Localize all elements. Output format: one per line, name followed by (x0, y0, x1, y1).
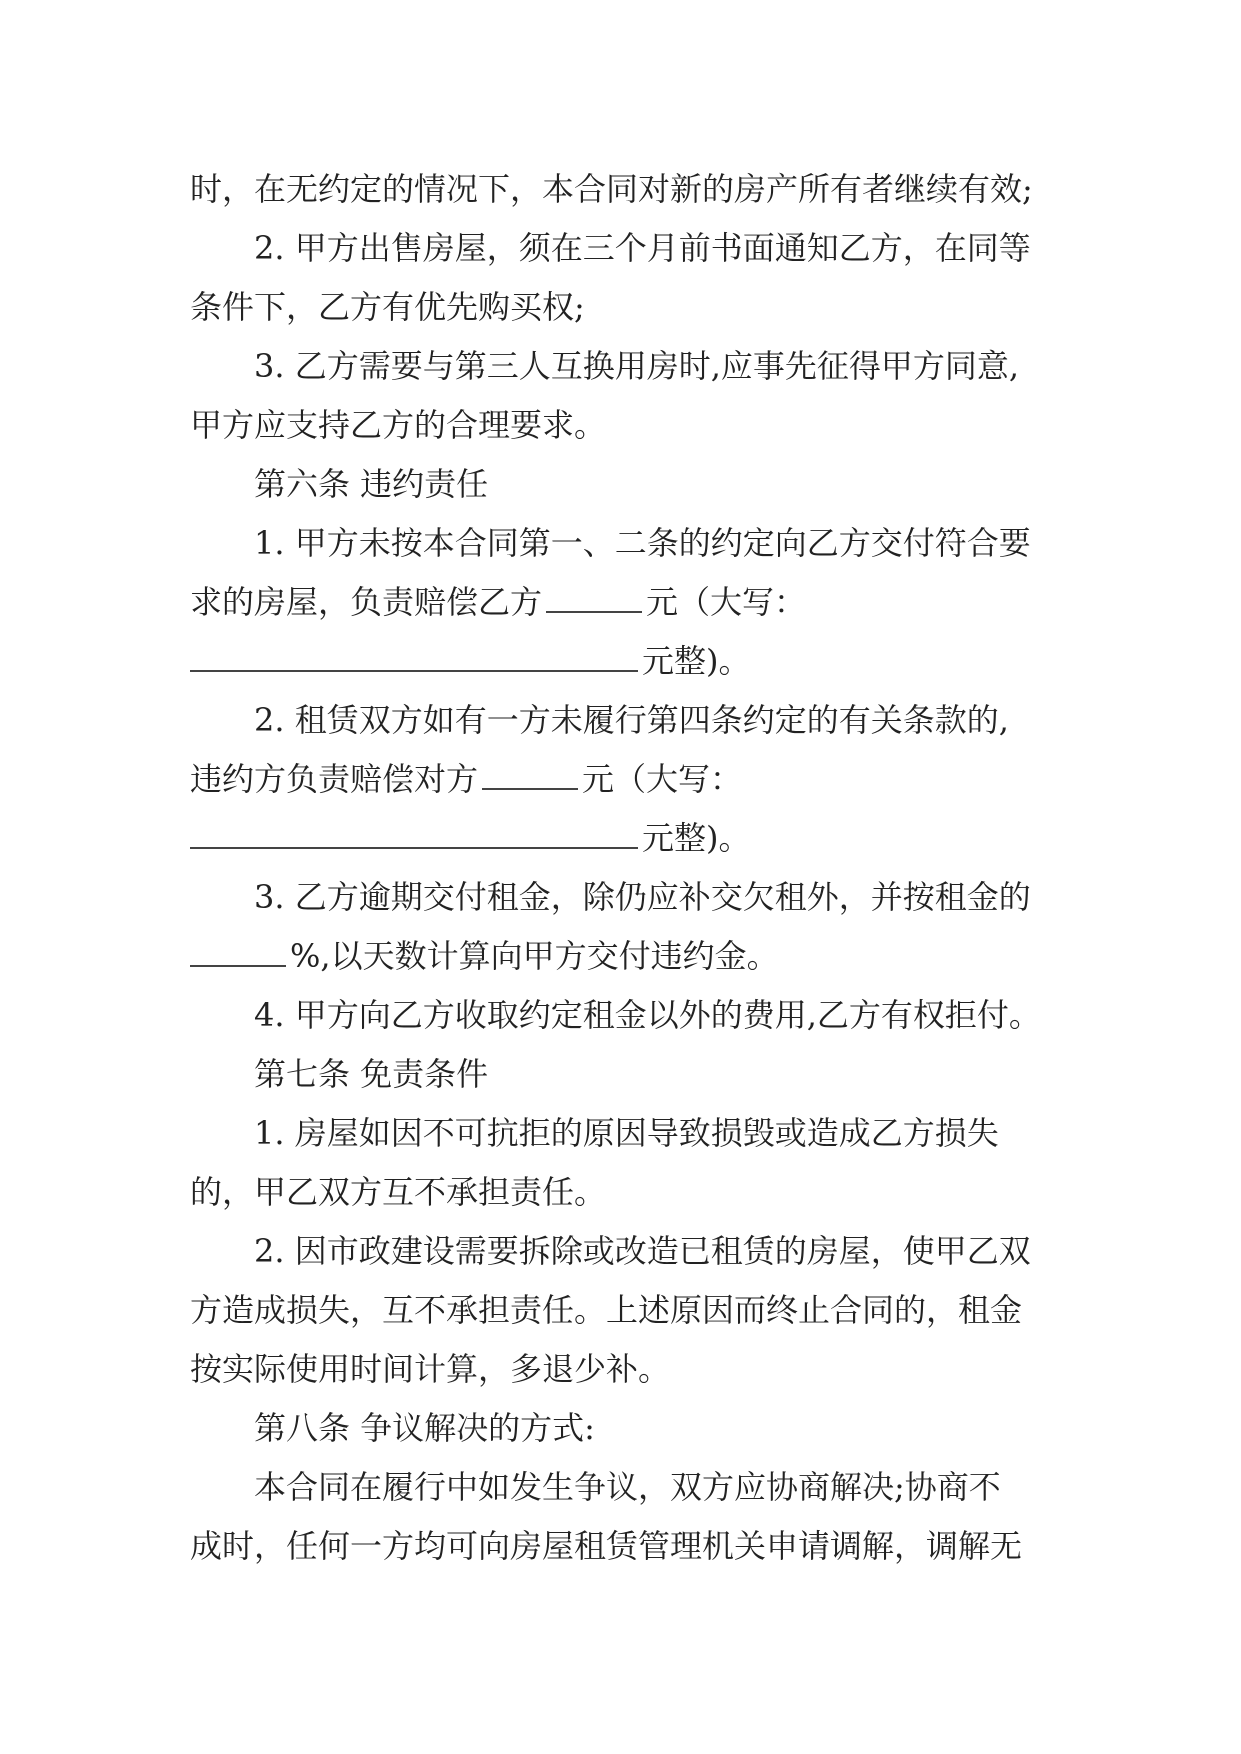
clause-item: 2. 甲方出售房屋，须在三个月前书面通知乙方，在同等 (254, 229, 1031, 267)
text-segment: 求的房屋，负责赔偿乙方 (190, 583, 543, 621)
text-line (190, 573, 1048, 632)
text-segment: 元（大写： (646, 583, 807, 621)
text-line: 的，甲乙双方互不承担责任。 (190, 1173, 607, 1211)
article-heading: 第八条 争议解决的方式: (254, 1409, 595, 1447)
text-line: 时，在无约定的情况下，本合同对新的房产所有者继续有效; (190, 170, 1033, 208)
text-segment: %,以天数计算向甲方交付违约金。 (290, 937, 779, 975)
percent-blank (190, 931, 286, 967)
text-line (190, 632, 1048, 691)
text-line: 方造成损失，互不承担责任。上述原因而终止合同的，租金 (190, 1291, 1023, 1329)
amount-blank (546, 577, 642, 613)
text-segment: 元（大写： (582, 760, 743, 798)
amount-words-blank (190, 813, 638, 849)
clause-item: 本合同在履行中如发生争议，双方应协商解决;协商不 (254, 1468, 1001, 1506)
text-segment: 元整)。 (642, 642, 751, 680)
text-line (190, 750, 1048, 809)
clause-item: 3. 乙方需要与第三人互换用房时,应事先征得甲方同意, (254, 347, 1020, 385)
text-line (190, 927, 1048, 986)
amount-blank (482, 754, 578, 790)
text-line: 按实际使用时间计算，多退少补。 (190, 1350, 671, 1388)
text-segment: 违约方负责赔偿对方 (190, 760, 479, 798)
text-line (190, 809, 1048, 868)
amount-words-blank (190, 636, 638, 672)
text-line: 条件下，乙方有优先购买权; (190, 288, 585, 326)
text-line: 甲方应支持乙方的合理要求。 (190, 406, 607, 444)
clause-item: 2. 租赁双方如有一方未履行第四条约定的有关条款的, (254, 701, 1009, 739)
clause-item: 2. 因市政建设需要拆除或改造已租赁的房屋，使甲乙双 (254, 1232, 1031, 1270)
clause-item: 1. 房屋如因不可抗拒的原因导致损毁或造成乙方损失 (254, 1114, 999, 1152)
text-segment: 元整)。 (642, 819, 751, 857)
article-heading: 第七条 免责条件 (254, 1055, 489, 1093)
clause-item: 3. 乙方逾期交付租金，除仍应补交欠租外，并按租金的 (254, 878, 1031, 916)
clause-item: 1. 甲方未按本合同第一、二条的约定向乙方交付符合要 (254, 524, 1031, 562)
contract-page (190, 160, 1048, 1576)
text-line: 成时，任何一方均可向房屋租赁管理机关申请调解，调解无 (190, 1527, 1023, 1565)
article-heading: 第六条 违约责任 (254, 465, 489, 503)
clause-item: 4. 甲方向乙方收取约定租金以外的费用,乙方有权拒付。 (254, 996, 1041, 1034)
